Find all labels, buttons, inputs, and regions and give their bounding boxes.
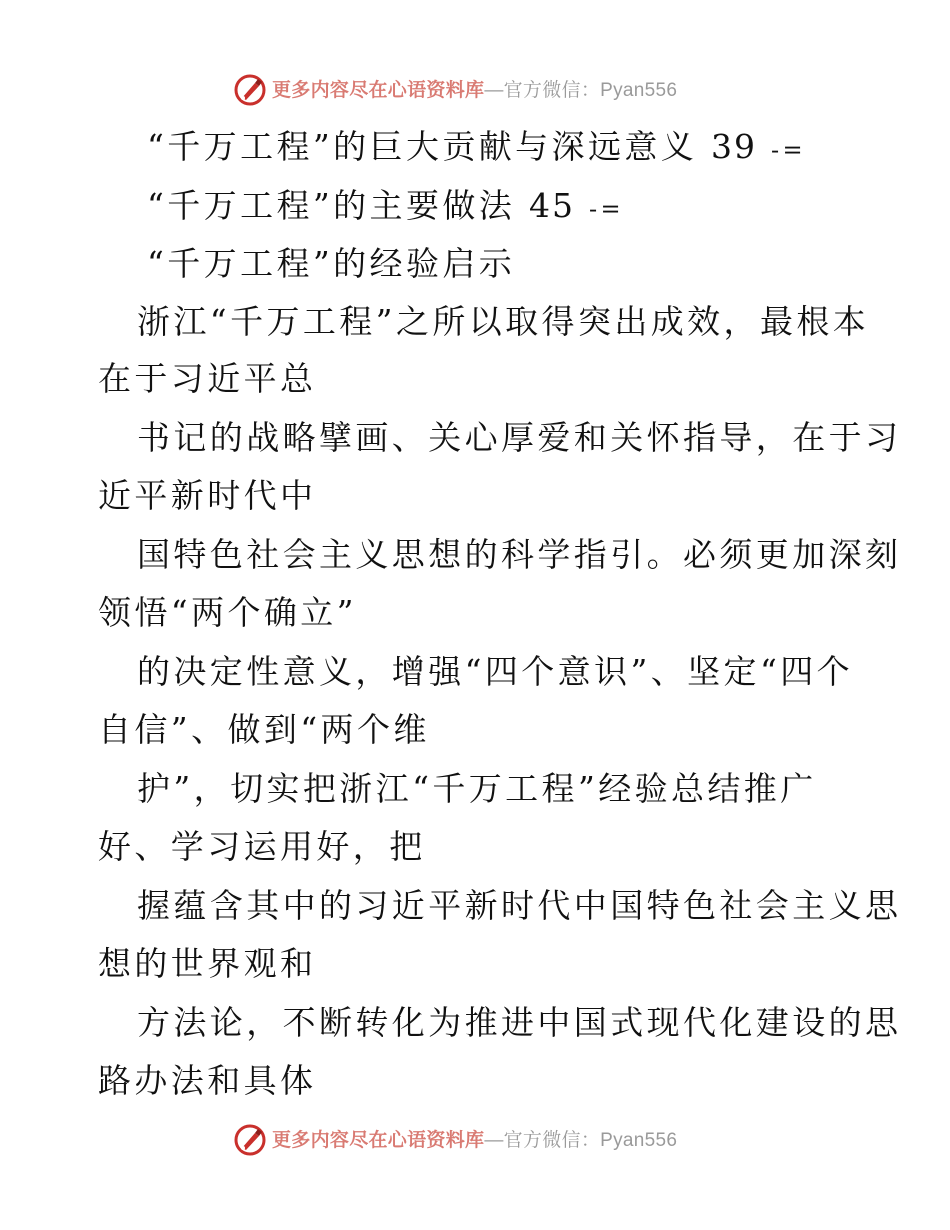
toc-entry (147, 127, 806, 167)
body-line: 浙江“千万工程”之所以取得突出成效，最根本 (137, 302, 870, 341)
body-line: 的决定性意义，增强“四个意识”、坚定“四个 (137, 652, 854, 691)
footer-banner-text (272, 1126, 677, 1154)
footer-banner-main: 更多内容尽在心语资料库 (272, 1129, 485, 1151)
body-line: 握蕴含其中的习近平新时代中国特色社会主义思 (137, 886, 902, 925)
footer-banner (0, 1120, 950, 1160)
toc-title: “千万工程”的主要做法 (147, 186, 516, 225)
header-banner-sub: —官方微信：Pyan556 (484, 80, 678, 101)
header-banner-main: 更多内容尽在心语资料库 (272, 79, 485, 101)
toc-page-number: 45 (529, 186, 576, 225)
body-line: 自信”、做到“两个维 (98, 710, 430, 749)
toc-entry (147, 244, 515, 284)
body-line: 国特色社会主义思想的科学指引。必须更加深刻 (137, 535, 902, 574)
body-line: 想的世界观和 (98, 944, 317, 983)
header-banner (0, 70, 950, 110)
body-line: 护”，切实把浙江“千万工程”经验总结推广 (137, 769, 817, 808)
pen-logo-icon (233, 1123, 267, 1157)
body-line: 领悟“两个确立” (98, 593, 357, 632)
toc-mark: -= (770, 136, 806, 164)
body-line: 近平新时代中 (98, 476, 317, 515)
body-line: 路办法和具体 (98, 1061, 317, 1100)
body-line: 书记的战略擘画、关心厚爱和关怀指导，在于习 (137, 418, 902, 457)
header-banner-text (272, 76, 677, 104)
toc-title: “千万工程”的经验启示 (147, 244, 516, 283)
toc-mark: -= (588, 195, 624, 223)
footer-banner-sub: —官方微信：Pyan556 (484, 1130, 678, 1151)
pen-logo-icon (233, 73, 267, 107)
body-line: 在于习近平总 (98, 359, 317, 398)
toc-title: “千万工程”的巨大贡献与深远意义 (147, 127, 698, 166)
toc-entry (147, 186, 624, 226)
toc-page-number: 39 (711, 127, 758, 166)
body-line: 方法论，不断转化为推进中国式现代化建设的思 (137, 1003, 902, 1042)
body-line: 好、学习运用好，把 (98, 827, 426, 866)
